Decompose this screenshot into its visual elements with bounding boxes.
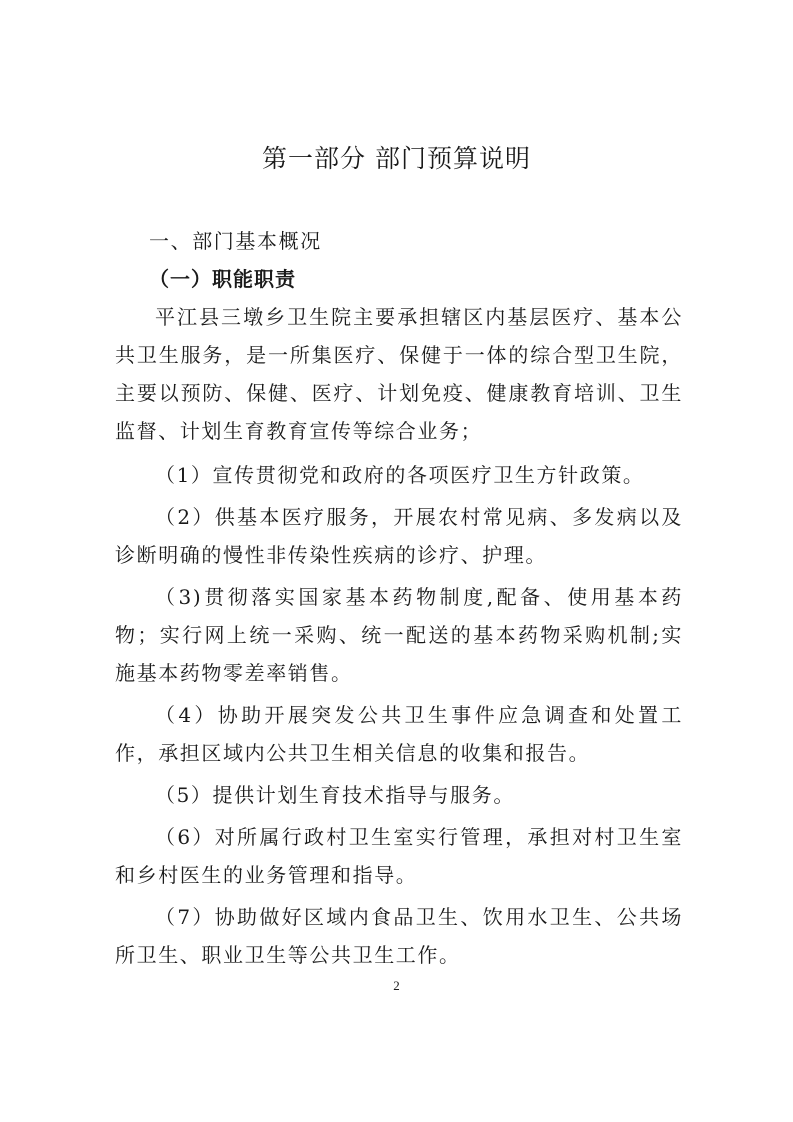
subsection-heading: （一）职能职责: [149, 267, 296, 291]
duty-item-4: （4）协助开展突发公共卫生事件应急调查和处置工作，承担区域内公共卫生相关信息的收集和报告。: [115, 703, 683, 765]
duty-item-1: （1）宣传贯彻党和政府的各项医疗卫生方针政策。: [155, 463, 645, 487]
page-number: 2: [393, 978, 400, 993]
duty-item-3: （3)贯彻落实国家基本药物制度,配备、使用基本药物；实行网上统一采购、统一配送的基本药物采购机制;实施基本药物零差率销售。: [115, 585, 683, 685]
section-heading: 一、部门基本概况: [149, 229, 322, 253]
document-body: [115, 222, 683, 978]
duty-item-7: （7）协助做好区域内食品卫生、饮用水卫生、公共场所卫生、职业卫生等公共卫生工作。: [115, 905, 683, 967]
duty-item-2: （2）供基本医疗服务，开展农村常见病、多发病以及诊断明确的慢性非传染性疾病的诊疗、护理。: [115, 505, 683, 567]
page-title: 第一部分 部门预算说明: [262, 144, 531, 173]
duty-item-6: （6）对所属行政村卫生室实行管理，承担对村卫生室和乡村医生的业务管理和指导。: [115, 825, 683, 887]
intro-paragraph: 平江县三墩乡卫生院主要承担辖区内基层医疗、基本公共卫生服务，是一所集医疗、保健于一体的综合型卫生院，主要以预防、保健、医疗、计划免疫、健康教育培训、卫生监督、计划生育教育宣传等综合业务；: [115, 305, 683, 443]
duty-item-5: （5）提供计划生育技术指导与服务。: [155, 783, 515, 807]
